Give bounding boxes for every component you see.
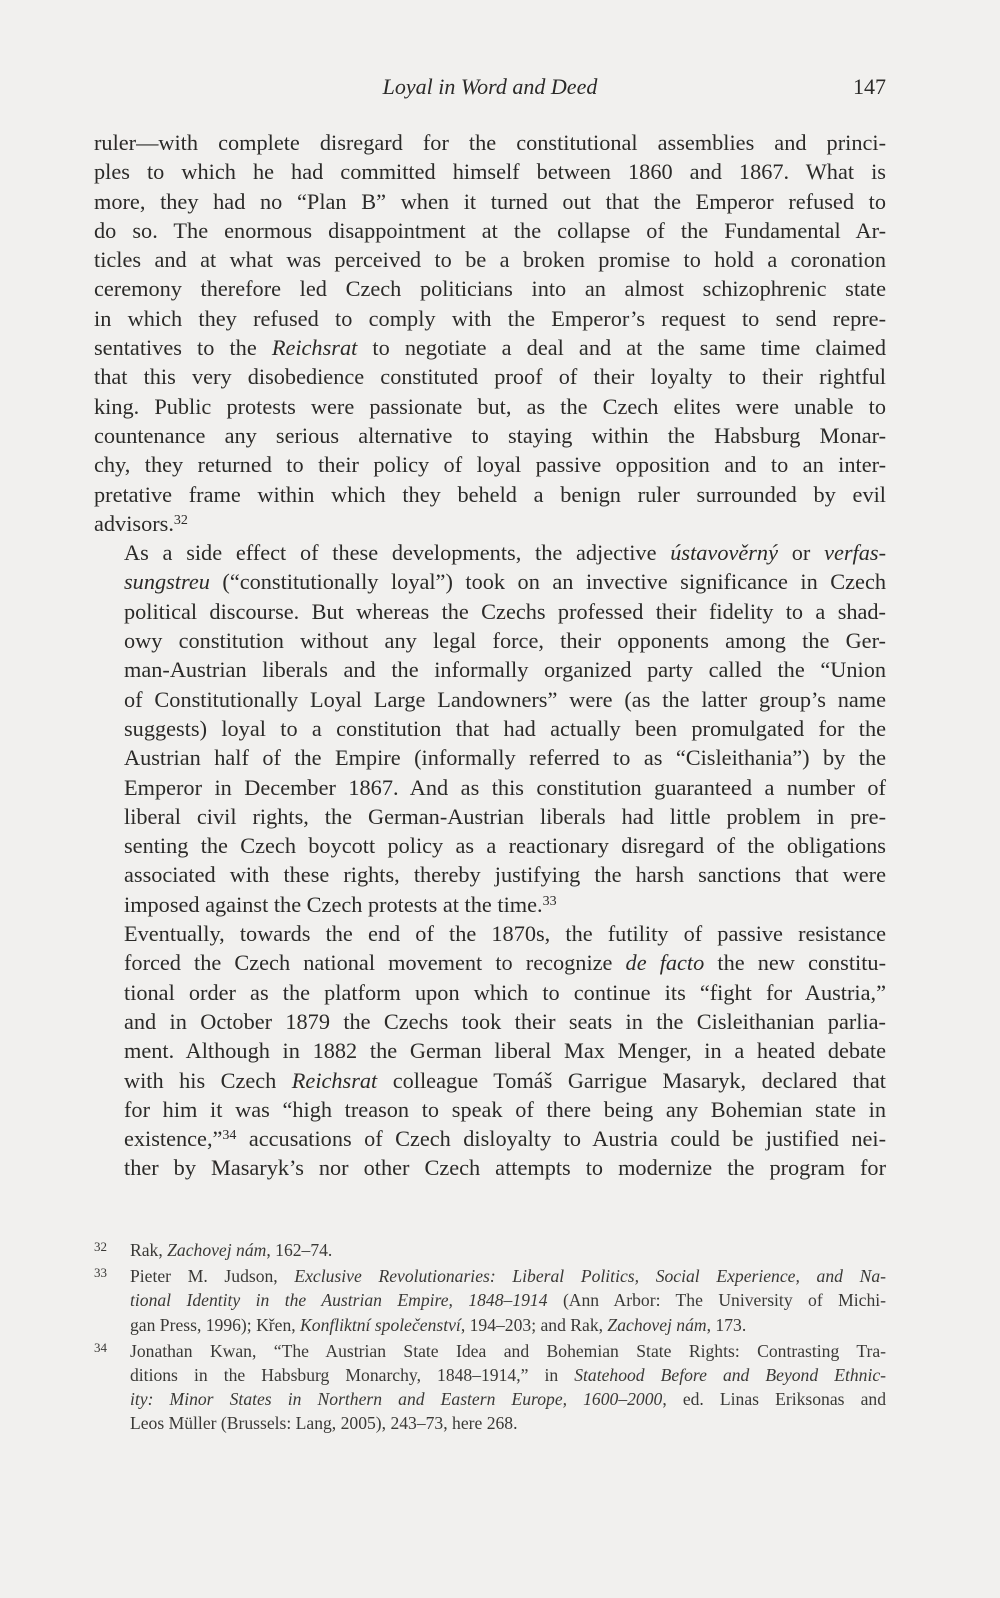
footnote-32 [94,1238,886,1262]
page-number: 147 [853,74,886,99]
text-line: senting the Czech boycott policy as a reactionary disregard of the obligations [124,833,886,859]
text-line: do so. The enormous disappointment at the collapse of the Fundamental Ar- [94,217,886,243]
footnote-33 [94,1264,886,1337]
text-line: As a side effect of these developments, the adjective ústavověrný or verfas- [124,540,886,566]
text-line: with his Czech Reichsrat colleague Tomáš Garrigue Masaryk, declared that [124,1067,887,1093]
footnote-line: ity: Minor States in Northern and Eastern Europe, 1600–2000, ed. Linas Eriksonas and [130,1389,886,1410]
italic-term: sungstreu [124,569,210,595]
footnote-line: Leos Müller (Brussels: Lang, 2005), 243–73, here 268. [130,1413,518,1434]
paragraph-3 [94,919,886,1183]
text-line: tional order as the platform upon which to continue its “fight for Austria,” [124,979,886,1005]
text-line: and in October 1879 the Czechs took their seats in the Cisleithanian parlia- [124,1008,886,1034]
text-line: countenance any serious alternative to staying within the Habsburg Monar- [94,422,886,448]
text-line: ceremony therefore led Czech politicians into an almost schizophrenic state [94,276,886,302]
running-head [94,72,886,102]
text-line: existence,”$^{34}$ accusations of Czech disloyalty to Austria could be justified nei- [124,1126,886,1152]
text-line: in which they refused to comply with the Emperor’s request to send repre- [94,305,886,331]
footnote-number: 32 [94,1239,107,1254]
text-line: for him it was “high treason to speak of there being any Bohemian state in [124,1096,886,1122]
text-line: that this very disobedience constituted proof of their loyalty to their rightful [94,364,886,390]
text-line: ples to which he had committed himself between 1860 and 1867. What is [94,159,886,185]
text-line: Eventually, towards the end of the 1870s, the futility of passive resistance [124,921,886,947]
paragraph-2 [94,538,886,919]
footnote-line: Pieter M. Judson, Exclusive Revolutionaries: Liberal Politics, Social Experience, and Na- [130,1266,886,1287]
text-line: associated with these rights, thereby justifying the harsh sanctions that were [124,862,886,888]
text-line: chy, they returned to their policy of loyal passive opposition and to an inter- [94,452,886,478]
footnote-line: Jonathan Kwan, “The Austrian State Idea and Bohemian State Rights: Contrasting Tra- [130,1340,886,1361]
text-line: Austrian half of the Empire (informally referred to as “Cisleithania”) by the [124,745,886,771]
text-line: Emperor in December 1867. And as this constitution guaranteed a number of [124,774,886,800]
italic-term: de facto [625,950,705,976]
italic-term: Reichsrat [271,335,358,361]
italic-term: verfas- [824,540,886,566]
running-head-title: Loyal in Word and Deed [382,74,598,99]
text-line: king. Public protests were passionate but, as the Czech elites were unable to [94,393,886,419]
body-text [94,128,886,1183]
text-line: ticles and at what was perceived to be a broken promise to hold a coronation [94,247,886,273]
footnote-ref-34[interactable]: 34 [222,1128,237,1144]
text-line: political discourse. But whereas the Czechs professed their fidelity to a shad- [124,598,886,624]
text-line: suggests) loyal to a constitution that had actually been promulgated for the [124,715,886,741]
text-line: more, they had no “Plan B” when it turned out that the Emperor refused to [94,188,886,214]
text-line: sungstreu (“constitutionally loyal”) took on an invective significance in Czech [124,569,886,595]
paragraph-1 [94,128,886,538]
text-line: forced the Czech national movement to recognize de facto the new constitu- [124,950,886,976]
text-line: ment. Although in 1882 the German liberal Max Menger, in a heated debate [124,1038,886,1064]
text-line: liberal civil rights, the German-Austrian liberals had little problem in pre- [124,803,886,829]
italic-term: Reichsrat [291,1067,378,1093]
italic-term: ústavověrný [670,540,778,566]
text-line: of Constitutionally Loyal Large Landowners” were (as the latter group’s name [124,686,886,712]
text-line: advisors.$^{32}$ [94,510,188,536]
text-line: owy constitution without any legal force, their opponents among the Ger- [124,628,886,654]
footnote-line: tional Identity in the Austrian Empire, 1848–1914 (Ann Arbor: The University of Michi- [130,1290,886,1311]
footnote-line: gan Press, 1996); Křen, Konfliktní společenství, 194–203; and Rak, Zachovej nám, 173. [130,1314,747,1335]
footnote-line: ditions in the Habsburg Monarchy, 1848–1914,” in Statehood Before and Beyond Ethnic- [130,1365,886,1386]
footnotes [94,1238,886,1438]
text-line: ther by Masaryk’s nor other Czech attempts to modernize the program for [124,1155,886,1181]
footnote-number: 33 [94,1265,107,1281]
text-line: imposed against the Czech protests at the time.$^{33}$ [124,891,557,917]
footnote-line: Rak, Zachovej nám, 162–74. [130,1240,333,1260]
text-line: man-Austrian liberals and the informally organized party called the “Union [124,657,886,683]
text-line: sentatives to the Reichsrat to negotiate a deal and at the same time claimed [94,335,886,361]
footnote-ref-32[interactable]: 32 [173,512,188,528]
footnote-number: 34 [94,1339,107,1355]
footnote-34 [94,1339,886,1436]
footnote-ref-33[interactable]: 33 [542,893,557,909]
text-line: ruler—with complete disregard for the constitutional assemblies and princi- [94,130,886,155]
text-line: pretative frame within which they beheld a benign ruler surrounded by evil [94,481,886,507]
